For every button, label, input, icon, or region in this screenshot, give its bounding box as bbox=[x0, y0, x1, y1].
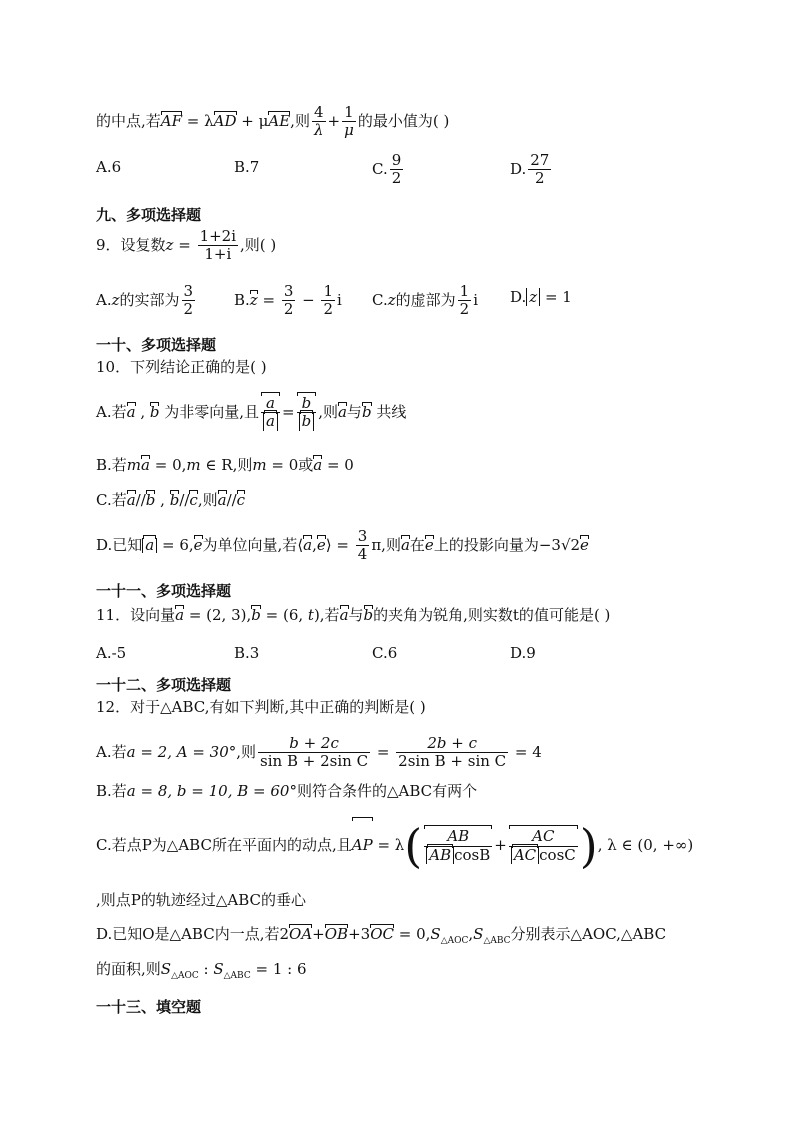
sub: △AOC bbox=[171, 971, 199, 981]
var-t: t bbox=[307, 606, 314, 624]
num: 1 bbox=[459, 282, 470, 300]
text: 的面积,则 bbox=[96, 960, 161, 978]
vec-b: b bbox=[251, 606, 261, 624]
den: 2sin B + sin C bbox=[398, 752, 507, 771]
vec-a: a bbox=[303, 535, 313, 554]
q10-stem: 10．下列结论正确的是( ) bbox=[96, 358, 267, 376]
var-m: m bbox=[126, 456, 142, 474]
text: 与 bbox=[346, 402, 362, 421]
den: sin B + 2sin C bbox=[260, 752, 369, 771]
den: 2 bbox=[183, 300, 194, 319]
label: D. bbox=[510, 159, 527, 178]
q10-option-d[interactable]: D.已知 a = 6,e为单位向量,若⟨a,e⟩ = $\frac{3}{4}$ π,则a在e上的投影向量为−3√2e bbox=[96, 527, 589, 564]
abs-a: a bbox=[142, 538, 157, 553]
coef: 3 bbox=[360, 925, 371, 943]
left-paren: ( bbox=[404, 819, 423, 873]
minus: − bbox=[297, 290, 320, 309]
parallel: // bbox=[226, 491, 237, 509]
num: 1 bbox=[342, 104, 356, 122]
section-heading-12: 一十二、多项选择题 bbox=[96, 676, 232, 694]
q9-option-d[interactable] bbox=[510, 290, 572, 305]
eq: = bbox=[372, 742, 395, 761]
q9-stem bbox=[96, 228, 276, 264]
frac bbox=[390, 152, 404, 188]
q10-option-c[interactable]: C.若a//b , b//c,则a//c bbox=[96, 491, 246, 509]
var-z-bar: z bbox=[249, 290, 258, 309]
text: = 0, bbox=[149, 456, 187, 474]
abs-a: a bbox=[263, 413, 278, 430]
q11-option-d[interactable]: D.9 bbox=[510, 644, 536, 662]
frac-b-over-abs-b bbox=[297, 395, 317, 431]
text: = (2, 3), bbox=[184, 606, 252, 624]
num: 3 bbox=[357, 527, 368, 545]
text: ,则 bbox=[232, 456, 253, 474]
text: = (6, bbox=[260, 606, 308, 624]
den: 2 bbox=[391, 169, 402, 188]
right-paren: ) bbox=[579, 819, 598, 873]
q9-option-c[interactable] bbox=[372, 283, 478, 319]
vec-e: e bbox=[193, 535, 203, 554]
q8-option-b[interactable]: B.7 bbox=[234, 158, 260, 176]
vec-ob: OB bbox=[324, 925, 349, 943]
q10-option-a[interactable]: A.若a , b 为非零向量,且 $\frac{a}{a}$ = $\frac{b}{b}$ ,则a与b 共线 bbox=[96, 394, 407, 431]
text: 的实部为 bbox=[119, 290, 180, 309]
q12-option-d-cont: 的面积,则$S_{\triangle AOC}$ : $S_{\triangle ABC} = 1$ : 6 bbox=[96, 960, 307, 981]
s: S bbox=[213, 960, 224, 978]
den: μ bbox=[344, 121, 354, 140]
q8-plus: + μ bbox=[236, 111, 269, 130]
text: = 0或 bbox=[266, 456, 314, 474]
text: = 1 bbox=[540, 288, 572, 306]
num: 1 bbox=[323, 282, 334, 300]
vec-ap: AP bbox=[352, 820, 373, 870]
eq: = bbox=[257, 290, 280, 309]
q9-option-a[interactable] bbox=[96, 283, 197, 319]
frac-3-4 bbox=[356, 528, 370, 564]
abs-ab: AB bbox=[426, 847, 454, 864]
pi: π bbox=[371, 535, 382, 554]
text: ),若 bbox=[313, 606, 340, 624]
vec-c: c bbox=[236, 491, 246, 509]
frac-ab bbox=[424, 828, 492, 864]
vec-af: AF bbox=[160, 111, 183, 130]
frac2 bbox=[396, 735, 508, 771]
section-heading-9: 九、多项选择题 bbox=[96, 206, 202, 224]
den: λ bbox=[313, 121, 324, 140]
text: 为非零向量,且 bbox=[164, 402, 260, 421]
label: C.若点P为△ABC所在平面内的动点,且 bbox=[96, 836, 352, 854]
cos-b: cosB bbox=[454, 845, 491, 864]
vec-e: e bbox=[424, 535, 434, 554]
var-m: m bbox=[186, 456, 201, 474]
num: a bbox=[261, 395, 280, 413]
vec-b: b bbox=[145, 491, 156, 509]
frac-a-over-abs-a bbox=[261, 395, 280, 431]
label: A. bbox=[96, 290, 112, 309]
q8-frac-1-mu bbox=[342, 104, 356, 140]
vec-a: a bbox=[313, 456, 323, 474]
coef: 2 bbox=[279, 925, 290, 943]
num: 2b + c bbox=[396, 735, 508, 753]
label: B.若 bbox=[96, 456, 127, 474]
vec-a: a bbox=[339, 606, 349, 624]
den bbox=[424, 847, 492, 864]
vec-a: a bbox=[400, 535, 410, 554]
vec-a: a bbox=[141, 456, 150, 474]
ratio: = 1 : 6 bbox=[250, 960, 307, 978]
vec-b: b bbox=[361, 402, 372, 421]
label: A.若 bbox=[96, 402, 127, 421]
num: 1+2i bbox=[199, 227, 237, 245]
num: 4 bbox=[313, 103, 324, 121]
text: ,则 bbox=[197, 491, 218, 509]
q11-option-c[interactable]: C.6 bbox=[372, 644, 398, 662]
num: 27 bbox=[530, 151, 550, 169]
q9-frac bbox=[198, 228, 238, 264]
label: C. bbox=[372, 159, 388, 178]
parallel: // bbox=[135, 491, 146, 509]
vec-b: b bbox=[149, 402, 160, 421]
imag-unit: i bbox=[473, 290, 478, 309]
condition: a = 8, b = 10, B = 60° bbox=[126, 782, 297, 800]
cos-c: cosC bbox=[539, 845, 576, 864]
vec-e: e bbox=[580, 535, 589, 554]
text: 与 bbox=[348, 606, 364, 624]
num: 3 bbox=[183, 282, 194, 300]
num: b bbox=[297, 395, 317, 413]
eq: = bbox=[173, 235, 196, 254]
q8-stem: 的中点,若AF = λAD + μAE,则 $\frac{4}{\lambda}$ + $\frac{1}{\mu}$ 的最小值为( ) bbox=[96, 103, 450, 140]
sub: △AOC bbox=[440, 936, 469, 946]
vec-oa: OA bbox=[289, 925, 313, 943]
abs-z: z bbox=[526, 288, 540, 306]
num: b + 2c bbox=[258, 735, 370, 753]
q12-option-c[interactable]: C.若点P为△ABC所在平面内的动点,且AP = λ( $\frac{AB}{\text{AB cosB}}$ + $\frac{AC}{\text{AC cosC}}$ ), λ ∈ (0, +∞) bbox=[96, 819, 694, 873]
text: ,则 bbox=[381, 535, 401, 554]
num: 9 bbox=[391, 151, 402, 169]
text: 的夹角为锐角,则实数t的值可能是( ) bbox=[373, 606, 611, 624]
text: ∈ R bbox=[200, 456, 233, 474]
q12-stem: 12．对于△ABC,有如下判断,其中正确的判断是( ) bbox=[96, 698, 426, 716]
abs-ac: AC bbox=[511, 847, 539, 864]
num: 3 bbox=[283, 282, 294, 300]
frac1 bbox=[282, 283, 296, 319]
q12-option-b[interactable] bbox=[96, 784, 477, 799]
var-m: m bbox=[252, 456, 267, 474]
q11-stem bbox=[96, 608, 610, 623]
s: S bbox=[430, 925, 441, 943]
vec-b: b bbox=[169, 491, 180, 509]
text: = 0 bbox=[322, 456, 354, 474]
den: 4 bbox=[357, 545, 368, 564]
sub: △ABC bbox=[483, 936, 511, 946]
q10-option-b[interactable] bbox=[96, 458, 354, 473]
vec-b: b bbox=[363, 606, 374, 624]
text: 分别表示△AOC,△ABC bbox=[510, 925, 667, 943]
q8-text: 的中点,若 bbox=[96, 111, 161, 130]
range: , λ ∈ (0, +∞) bbox=[597, 836, 694, 854]
label: B. bbox=[234, 290, 250, 309]
q9-option-b[interactable] bbox=[234, 283, 342, 319]
section-heading-10: 一十、多项选择题 bbox=[96, 336, 217, 354]
label: A.若 bbox=[96, 742, 127, 761]
imag-unit: i bbox=[337, 290, 342, 309]
text: 在 bbox=[409, 535, 425, 554]
q8-suffix: 的最小值为( ) bbox=[357, 111, 450, 130]
text: 上的投影向量为 bbox=[433, 535, 539, 554]
s: S bbox=[160, 960, 172, 978]
abs-b: b bbox=[299, 413, 315, 430]
eq: = λ bbox=[372, 836, 405, 854]
q9-pre: 9．设复数 bbox=[96, 235, 166, 254]
q8-then: ,则 bbox=[290, 111, 310, 130]
den: 2 bbox=[535, 169, 545, 188]
vec-a: a bbox=[126, 491, 136, 509]
q12-option-d[interactable]: D.已知O是△ABC内一点,若$2OA+OB+3OC = 0,S_{\triangle AOC},S_{\triangle ABC}$分别表示△AOC,△ABC bbox=[96, 925, 667, 946]
q11-option-a[interactable]: A.-5 bbox=[96, 644, 127, 662]
label: D.已知O是△ABC内一点,若 bbox=[96, 925, 280, 943]
q11-option-b[interactable]: B.3 bbox=[234, 644, 260, 662]
text: 的虚部为 bbox=[395, 290, 456, 309]
label: D.已知 bbox=[96, 535, 143, 554]
frac bbox=[458, 283, 472, 319]
den: 2 bbox=[283, 300, 294, 319]
frac1 bbox=[258, 735, 370, 771]
frac bbox=[182, 283, 196, 319]
q12-option-a[interactable] bbox=[96, 735, 542, 771]
num: AB bbox=[424, 828, 492, 846]
q12-option-c-cont: ,则点P的轨迹经过△ABC的垂心 bbox=[96, 891, 307, 909]
q8-option-c[interactable] bbox=[372, 152, 405, 188]
vec-a: a bbox=[175, 606, 185, 624]
num: AC bbox=[509, 828, 578, 846]
frac2 bbox=[321, 283, 335, 319]
text: ,则 bbox=[318, 402, 338, 421]
var-z: z bbox=[111, 290, 120, 309]
s: S bbox=[473, 925, 484, 943]
den: 2 bbox=[459, 300, 470, 319]
text: ,则 bbox=[236, 742, 257, 761]
frac bbox=[528, 152, 551, 188]
label: D. bbox=[510, 288, 527, 306]
frac-ac bbox=[509, 828, 578, 864]
vec-a: a bbox=[217, 491, 227, 509]
den: 2 bbox=[323, 300, 334, 319]
label: C.若 bbox=[96, 491, 127, 509]
var-z: z bbox=[387, 290, 396, 309]
text: 11．设向量 bbox=[96, 606, 176, 624]
label: B.若 bbox=[96, 782, 127, 800]
vec-c: c bbox=[189, 491, 198, 509]
condition: a = 2, A = 30° bbox=[126, 742, 237, 761]
vec-a: a bbox=[337, 402, 347, 421]
den bbox=[297, 413, 317, 430]
vec-oc: OC bbox=[370, 925, 394, 943]
text: = 0, bbox=[393, 925, 431, 943]
sub: △ABC bbox=[223, 971, 251, 981]
text: = bbox=[331, 535, 354, 554]
vec-a: a bbox=[126, 402, 136, 421]
den: 1+i bbox=[204, 245, 232, 264]
vec-ae: AE bbox=[268, 111, 291, 130]
q9-post: ,则( ) bbox=[240, 235, 277, 254]
var-z: z bbox=[165, 235, 174, 254]
parallel: // bbox=[179, 491, 190, 509]
q8-eq: = λ bbox=[182, 111, 214, 130]
text: = 6, bbox=[157, 535, 194, 554]
den bbox=[261, 413, 280, 430]
text: 共线 bbox=[376, 402, 407, 421]
vec-e: e bbox=[316, 535, 326, 554]
text: 为单位向量,若 bbox=[202, 535, 298, 554]
text: = 4 bbox=[510, 742, 542, 761]
section-heading-13: 一十三、填空题 bbox=[96, 998, 202, 1016]
text: 则符合条件的△ABC有两个 bbox=[296, 782, 478, 800]
vec-ad: AD bbox=[213, 111, 237, 130]
den bbox=[509, 847, 578, 864]
section-heading-11: 一十一、多项选择题 bbox=[96, 582, 232, 600]
projection-value: −3√2 bbox=[538, 535, 581, 554]
label: C. bbox=[372, 290, 388, 309]
q8-option-d[interactable] bbox=[510, 152, 553, 188]
q8-option-a[interactable]: A.6 bbox=[96, 158, 122, 176]
q8-frac-4-lambda bbox=[312, 104, 326, 140]
